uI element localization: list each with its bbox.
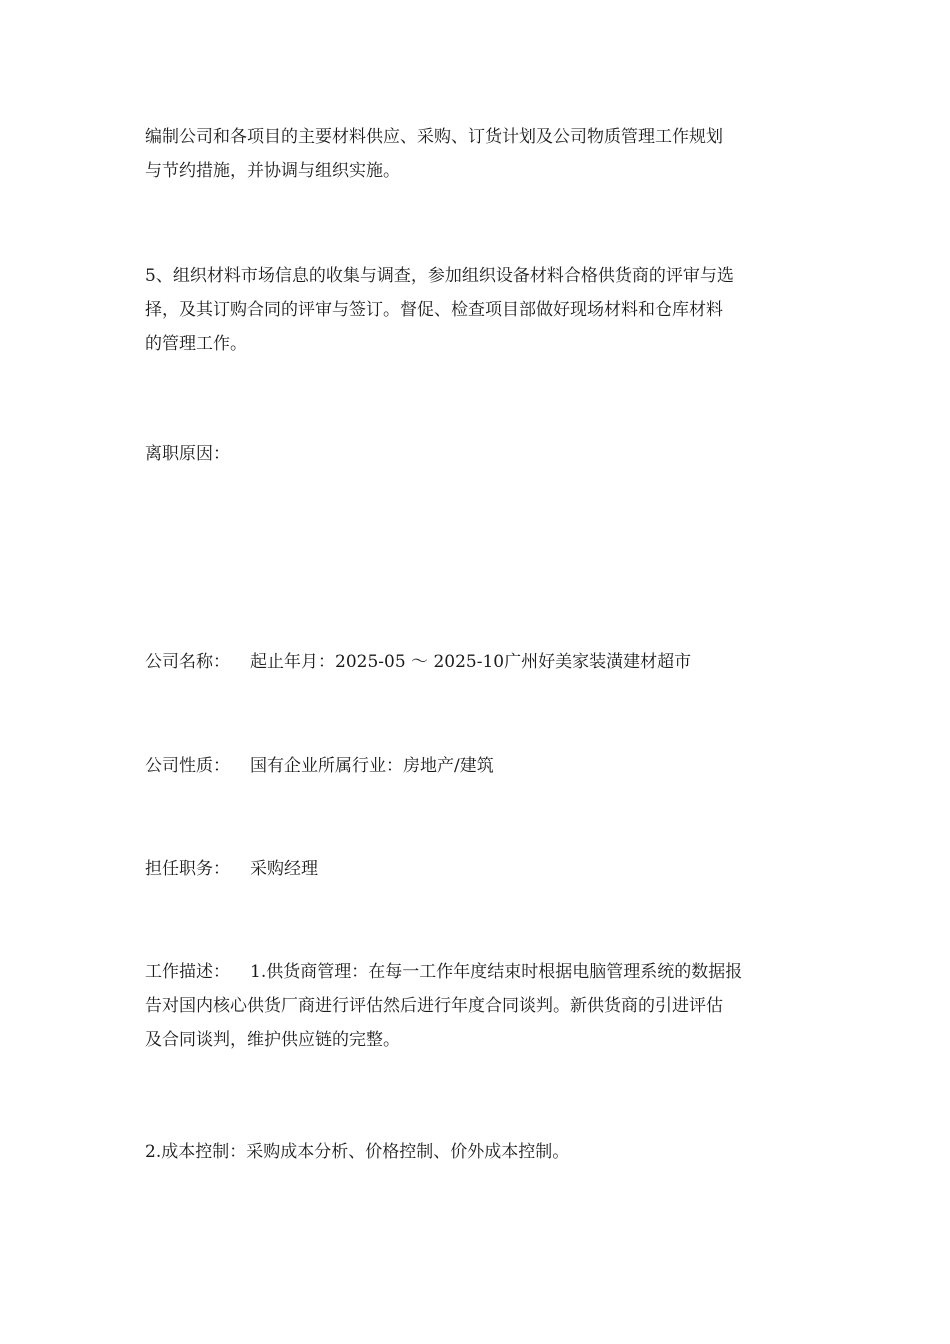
text-line: 与节约措施，并协调与组织实施。 <box>145 161 400 181</box>
text-line: 告对国内核心供货厂商进行评估然后进行年度合同谈判。新供货商的引进评估 <box>145 996 723 1016</box>
text-line: 编制公司和各项目的主要材料供应、采购、订货计划及公司物质管理工作规划 <box>145 127 723 147</box>
position-label: 担任职务： <box>145 859 230 879</box>
company-name-row <box>145 645 810 679</box>
leave-reason-row <box>145 437 810 471</box>
company-nature-label: 公司性质： <box>145 756 230 776</box>
work-description-paragraph <box>145 955 810 1057</box>
cost-control-paragraph <box>145 1135 810 1169</box>
company-name-label: 公司名称： <box>145 652 230 672</box>
text-line: 及合同谈判，维护供应链的完整。 <box>145 1030 400 1050</box>
text-line: 1.供货商管理：在每一工作年度结束时根据电脑管理系统的数据报 <box>250 962 743 982</box>
work-description-label: 工作描述： <box>145 962 230 982</box>
company-nature-row <box>145 749 810 783</box>
position-row <box>145 852 810 886</box>
text-line: 2.成本控制：采购成本分析、价格控制、价外成本控制。 <box>145 1142 570 1162</box>
leave-reason-label: 离职原因： <box>145 444 230 464</box>
text-line: 的管理工作。 <box>145 334 247 354</box>
paragraph-material-planning <box>145 120 810 188</box>
position-value: 采购经理 <box>250 859 318 879</box>
text-line: 择，及其订购合同的评审与签订。督促、检查项目部做好现场材料和仓库材料 <box>145 300 723 320</box>
company-name-value: 起止年月：2025-05 ～ 2025-10广州好美家装潢建材超市 <box>250 652 692 672</box>
paragraph-item-5 <box>145 259 810 361</box>
text-line: 5、组织材料市场信息的收集与调查，参加组织设备材料合格供货商的评审与选 <box>145 266 734 286</box>
company-nature-value: 国有企业所属行业：房地产/建筑 <box>250 756 494 776</box>
